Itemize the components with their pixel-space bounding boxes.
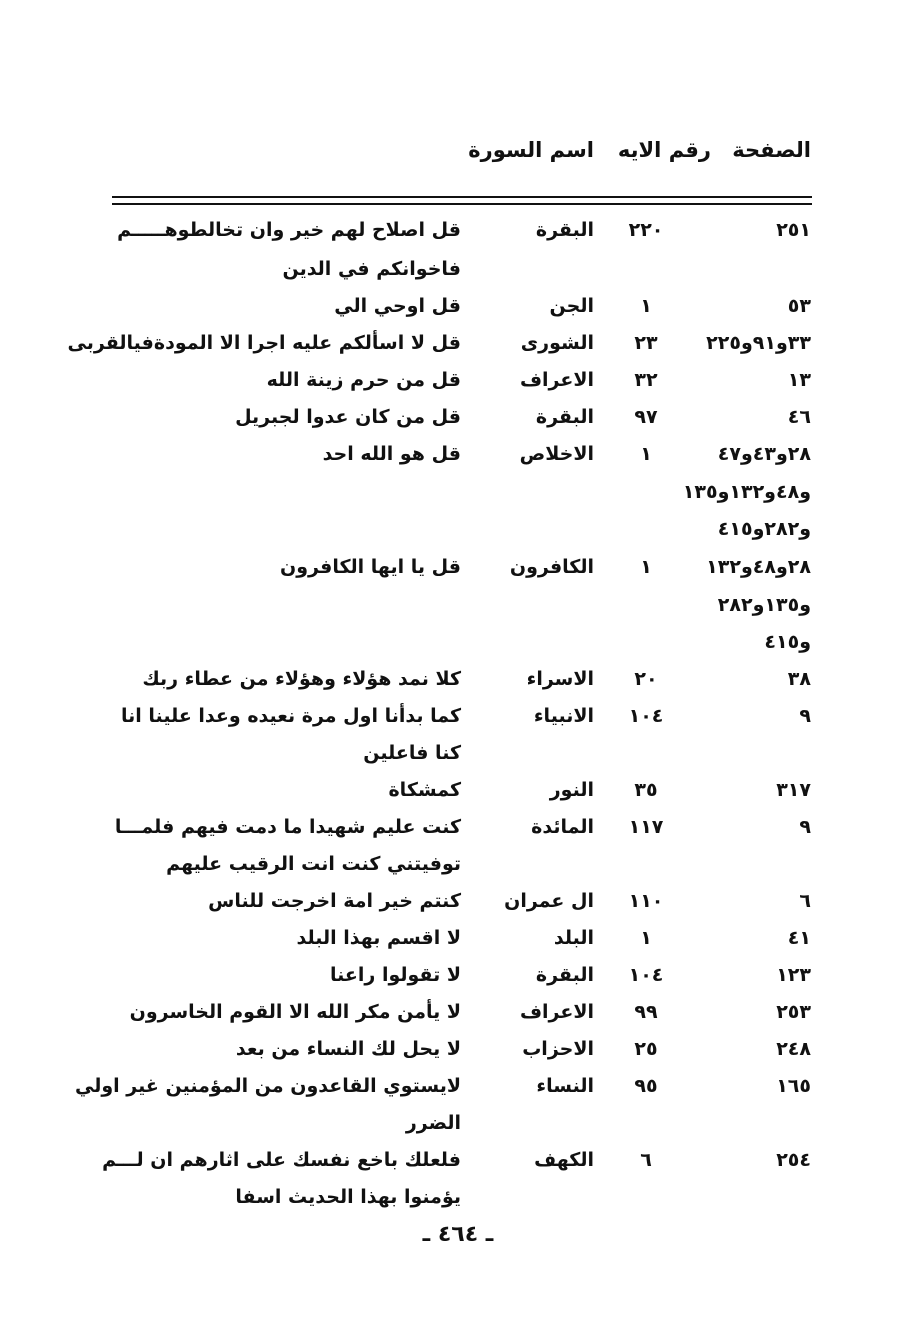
row-ayah-number: ٩٥ <box>634 1075 658 1097</box>
row-surah-name: الاعراف <box>519 1001 594 1023</box>
row-verse-text: يؤمنوا بهذا الحديث اسفا <box>235 1186 461 1208</box>
row-surah-name: الكافرون <box>509 556 594 578</box>
table-row <box>0 919 916 956</box>
table-row <box>0 1178 916 1215</box>
row-verse-text: كنت عليم شهيدا ما دمت فيهم فلمـــا <box>114 816 461 838</box>
table-row <box>0 956 916 993</box>
row-ayah-number: ١٠٤ <box>628 705 664 727</box>
row-page-number: و١٣٥و٢٨٢ <box>717 594 811 616</box>
row-verse-text: قل من حرم زينة الله <box>266 369 461 391</box>
table-row <box>0 250 916 287</box>
row-page-number: ٥٣ <box>787 295 811 317</box>
row-surah-name: الانبياء <box>533 705 594 727</box>
row-ayah-number: ٣٢ <box>634 369 658 391</box>
row-ayah-number: ١١٧ <box>628 816 664 838</box>
header-page-label: الصفحة <box>732 138 811 162</box>
row-verse-text: فاخوانكم في الدين <box>282 258 461 280</box>
row-verse-text: لا يحل لك النساء من بعد <box>235 1038 461 1060</box>
table-row <box>0 361 916 398</box>
table-row <box>0 882 916 919</box>
table-row <box>0 473 916 510</box>
table-row <box>0 510 916 547</box>
row-surah-name: الجن <box>549 295 594 317</box>
table-row <box>0 1067 916 1104</box>
row-page-number: ٣١٧ <box>776 779 811 801</box>
header-ayah-label: رقم الايه <box>617 138 711 162</box>
table-row <box>0 1030 916 1067</box>
table-row <box>0 808 916 845</box>
table-row <box>0 734 916 771</box>
table-row <box>0 993 916 1030</box>
row-ayah-number: ٩٩ <box>634 1001 658 1023</box>
table-row <box>0 398 916 435</box>
row-page-number: و٤١٥ <box>764 631 811 653</box>
table-row <box>0 660 916 697</box>
row-page-number: ٢٨و٤٨و١٣٢ <box>706 556 811 578</box>
row-verse-text: كلا نمد هؤلاء وهؤلاء من عطاء ربك <box>142 668 461 690</box>
row-page-number: ٣٨ <box>787 668 811 690</box>
row-ayah-number: ٩٧ <box>634 406 658 428</box>
row-page-number: ٢٨و٤٣و٤٧ <box>717 443 811 465</box>
row-ayah-number: ١١٠ <box>628 890 664 912</box>
table-row <box>0 287 916 324</box>
row-ayah-number: ٢٠ <box>634 668 658 690</box>
table-row <box>0 548 916 585</box>
row-page-number: ١٢٣ <box>776 964 811 986</box>
row-page-number: ٢٥٤ <box>776 1149 811 1171</box>
table-row <box>0 324 916 361</box>
row-surah-name: البقرة <box>535 964 594 986</box>
row-ayah-number: ١ <box>640 927 652 949</box>
row-page-number: ٤١ <box>787 927 811 949</box>
row-surah-name: المائدة <box>531 816 594 838</box>
row-surah-name: البقرة <box>535 406 594 428</box>
row-verse-text: الضرر <box>405 1112 461 1134</box>
row-page-number: ٩ <box>799 705 811 727</box>
row-surah-name: البقرة <box>535 219 594 241</box>
row-page-number: ٢٥٣ <box>776 1001 811 1023</box>
table-row <box>0 623 916 660</box>
table-row <box>0 1141 916 1178</box>
row-page-number: ٢٤٨ <box>776 1038 811 1060</box>
row-surah-name: الاحزاب <box>522 1038 594 1060</box>
row-surah-name: النور <box>549 779 594 801</box>
row-ayah-number: ٦ <box>640 1149 652 1171</box>
row-ayah-number: ١ <box>640 556 652 578</box>
row-verse-text: قل من كان عدوا لجبريل <box>235 406 461 428</box>
row-page-number: ٩ <box>799 816 811 838</box>
row-page-number: و٢٨٢و٤١٥ <box>717 518 811 540</box>
table-row <box>0 771 916 808</box>
row-surah-name: الاخلاص <box>519 443 594 465</box>
row-page-number: ١٣ <box>787 369 811 391</box>
row-ayah-number: ٢٢٠ <box>628 219 664 241</box>
table-row <box>0 697 916 734</box>
row-ayah-number: ١ <box>640 443 652 465</box>
table-row <box>0 211 916 248</box>
row-verse-text: قل لا اسألكم عليه اجرا الا المودةفيالقربى <box>67 332 461 354</box>
row-ayah-number: ٢٥ <box>634 1038 658 1060</box>
row-surah-name: البلد <box>553 927 594 949</box>
row-verse-text: لا يأمن مكر الله الا القوم الخاسرون <box>129 1001 461 1023</box>
row-verse-text: قل اوحي الي <box>334 295 461 317</box>
row-verse-text: لايستوي القاعدون من المؤمنين غير اولي <box>75 1075 461 1097</box>
table-row <box>0 435 916 472</box>
table-row <box>0 586 916 623</box>
row-ayah-number: ٢٣ <box>634 332 658 354</box>
folio-page-number: ـ ٤٦٤ ـ <box>422 1222 494 1247</box>
header-surah-label: اسم السورة <box>468 138 594 162</box>
row-page-number: ٦ <box>799 890 811 912</box>
row-verse-text: كمشكاة <box>388 779 461 801</box>
row-page-number: ٤٦ <box>787 406 811 428</box>
row-surah-name: الكهف <box>534 1149 594 1171</box>
row-verse-text: لا اقسم بهذا البلد <box>296 927 461 949</box>
row-surah-name: الشورى <box>520 332 594 354</box>
row-verse-text: فلعلك باخع نفسك على اثارهم ان لـــم <box>102 1149 461 1171</box>
row-verse-text: كنا فاعلين <box>363 742 461 764</box>
table-row <box>0 1104 916 1141</box>
row-verse-text: قل هو الله احد <box>322 443 461 465</box>
row-surah-name: النساء <box>536 1075 594 1097</box>
row-page-number: و٤٨و١٣٢و١٣٥ <box>682 481 811 503</box>
header-divider-top <box>112 196 812 198</box>
row-verse-text: توفيتني كنت انت الرقيب عليهم <box>166 853 461 875</box>
row-page-number: ٣٣و٩١و٢٢٥ <box>706 332 811 354</box>
row-surah-name: الاسراء <box>526 668 594 690</box>
header-divider-bottom <box>112 203 812 205</box>
table-row <box>0 845 916 882</box>
row-surah-name: ال عمران <box>504 890 594 912</box>
row-verse-text: قل اصلاح لهم خير وان تخالطوهـــــم <box>117 219 461 241</box>
row-page-number: ٢٥١ <box>776 219 811 241</box>
row-verse-text: قل يا ايها الكافرون <box>280 556 461 578</box>
row-verse-text: كما بدأنا اول مرة نعيده وعدا علينا انا <box>121 705 461 727</box>
row-verse-text: كنتم خير امة اخرجت للناس <box>208 890 461 912</box>
row-ayah-number: ١ <box>640 295 652 317</box>
row-page-number: ١٦٥ <box>776 1075 811 1097</box>
row-verse-text: لا تقولوا راعنا <box>330 964 461 986</box>
row-surah-name: الاعراف <box>519 369 594 391</box>
row-ayah-number: ١٠٤ <box>628 964 664 986</box>
row-ayah-number: ٣٥ <box>634 779 658 801</box>
